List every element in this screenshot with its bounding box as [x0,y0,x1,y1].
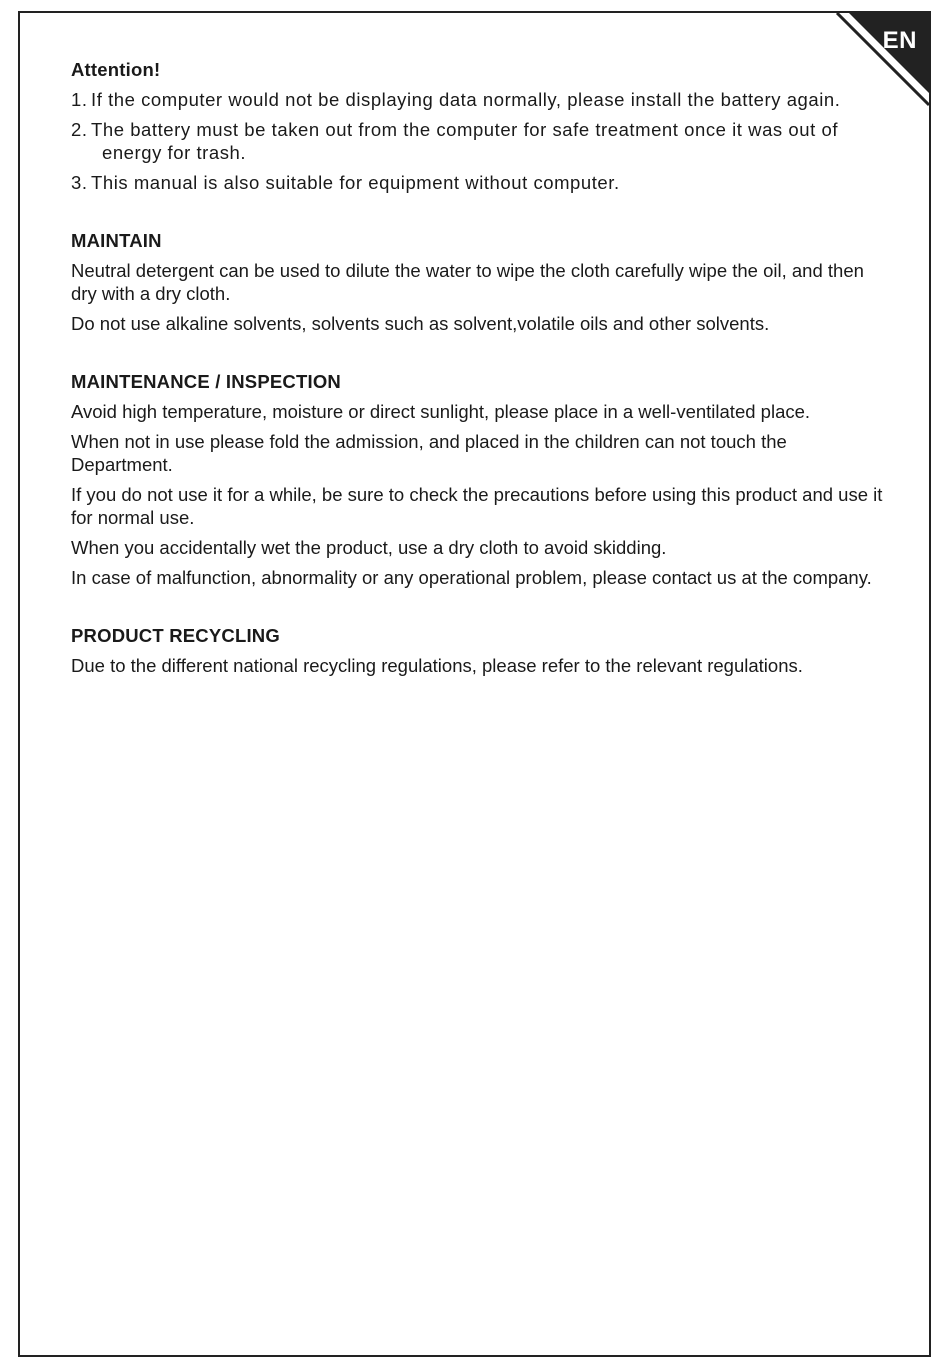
list-item [71,118,886,164]
section-heading: MAINTENANCE / INSPECTION [71,371,341,392]
list-item-number: 2. [71,119,88,140]
list-item-text: The battery must be taken out from the computer for safe treatment once it was out of energy for trash. [91,119,839,163]
paragraph: In case of malfunction, abnormality or any operational problem, please contact us at the company. [71,567,872,588]
list-item-text: If the computer would not be displaying data normally, please install the battery again. [91,89,841,110]
language-code: EN [882,27,917,54]
list-item [71,88,886,111]
list-item-number: 1. [71,89,88,110]
paragraph: When you accidentally wet the product, use a dry cloth to avoid skidding. [71,537,667,558]
list-item-text: This manual is also suitable for equipment without computer. [91,172,620,193]
paragraph: Due to the different national recycling regulations, please refer to the relevant regulations. [71,655,803,676]
paragraph: Avoid high temperature, moisture or direct sunlight, please place in a well-ventilated place. [71,401,811,422]
section-maintenance-inspection [71,370,886,589]
paragraph: Neutral detergent can be used to dilute the water to wipe the cloth carefully wipe the oil, and then dry with a dry cloth. [71,260,864,304]
paragraph: If you do not use it for a while, be sure to check the precautions before using this product and use it for normal use. [71,484,883,528]
paragraph: Do not use alkaline solvents, solvents such as solvent,volatile oils and other solvents. [71,313,770,334]
paragraph: When not in use please fold the admission, and placed in the children can not touch the Department. [71,431,787,475]
section-maintain [71,229,886,335]
section-attention [71,58,886,194]
attention-list [71,88,886,194]
section-heading: PRODUCT RECYCLING [71,625,280,646]
section-heading: MAINTAIN [71,230,162,251]
section-product-recycling [71,624,886,677]
list-item [71,171,886,194]
list-item-number: 3. [71,172,88,193]
manual-content [71,58,886,712]
section-heading: Attention! [71,59,161,80]
